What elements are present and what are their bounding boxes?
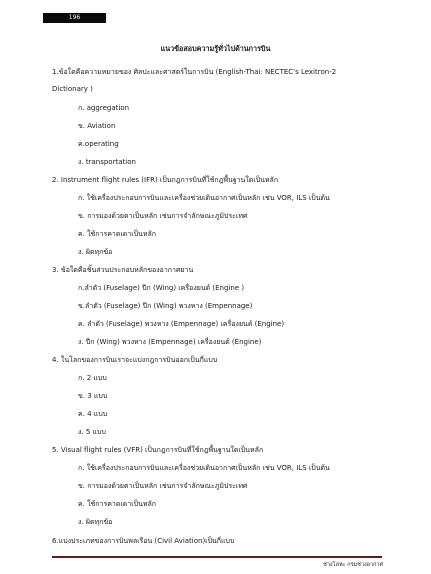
- q4-option-d: ง. 5 แบบ: [78, 428, 106, 436]
- footer-text: ช่างโลหะ กรมช่างอากาศ: [323, 562, 383, 568]
- q3-option-c: ค. ลำตัว (Fuselage) พวงหาง (Empennage) เครื่องยนต์ (Engine): [78, 320, 285, 328]
- question-5-text: 5. Visual flight rules (VFR) เป็นกฎการบินที่ใช้กฎพื้นฐานใดเป็นหลัก: [52, 446, 264, 454]
- question-6-text: 6.แบ่งประเภทของการบินพลเรือน (Civil Aviation)เป็นกี่แบบ: [52, 537, 235, 545]
- q5-option-b: ข. การมองด้วยตาเป็นหลัก เช่นการจำลักษณะภูมิประเทศ: [78, 482, 248, 490]
- q2-option-d: ง. ผิดทุกข้อ: [78, 248, 113, 256]
- footer-divider: [52, 556, 382, 558]
- q1-option-a: ก. aggregation: [78, 104, 130, 112]
- page-title: แนวข้อสอบความรู้ทั่วไปด้านการบิน: [160, 44, 271, 53]
- question-4-text: 4. ในโลกของการบินเราจะแบ่งกฎการบินออกเป็นกี่แบบ: [52, 356, 218, 364]
- q3-option-b: ข.ลำตัว (Fuselage) ปีก (Wing) พวงหาง (Empennage): [78, 302, 253, 310]
- question-3-text: 3. ข้อใดคือชิ้นส่วนประกอบหลักของอากาศยาน: [52, 266, 194, 274]
- q5-option-a: ก. ใช้เครื่องประกอบการบินและเครื่องช่วยเดินอากาศเป็นหลัก เช่น VOR, ILS เป็นต้น: [78, 464, 330, 472]
- q2-option-b: ข. การมองด้วยตาเป็นหลัก เช่นการจำลักษณะภูมิประเทศ: [78, 212, 248, 220]
- q5-option-d: ง. ผิดทุกข้อ: [78, 518, 113, 526]
- q3-option-d: ง. ปีก (Wing) พวงหาง (Empennage) เครื่องยนต์ (Engine): [78, 338, 262, 346]
- q1-option-b: ข. Aviation: [78, 122, 116, 130]
- q2-option-c: ค. ใช้การคาดเดาเป็นหลัก: [78, 230, 157, 238]
- q2-option-a: ก. ใช้เครื่องประกอบการบินและเครื่องช่วยเดินอากาศเป็นหลัก เช่น VOR, ILS เป็นต้น: [78, 194, 330, 202]
- q3-option-a: ก.ลำตัว (Fuselage) ปีก (Wing) เครื่องยนต์ (Engine ): [78, 284, 245, 292]
- page-number: 196: [43, 13, 106, 23]
- question-2-text: 2. Instrument flight rules (IFR) เป็นกฎการบินที่ใช้กฎพื้นฐานใดเป็นหลัก: [52, 176, 279, 184]
- q4-option-b: ข. 3 แบบ: [78, 392, 108, 400]
- question-1-text: 1.ข้อใดคือความหมายของ ศิลปะและศาสตร์ในการบิน (English-Thai: NECTEC's Lexitron-2: [52, 68, 337, 76]
- q1-option-d: ง. transportation: [78, 158, 136, 166]
- q4-option-a: ก. 2 แบบ: [78, 374, 107, 382]
- q5-option-c: ค. ใช้การคาดเดาเป็นหลัก: [78, 500, 157, 508]
- q4-option-c: ค. 4 แบบ: [78, 410, 108, 418]
- question-1-text-cont: Dictionary ): [52, 85, 93, 93]
- q1-option-c: ค.operating: [78, 140, 119, 148]
